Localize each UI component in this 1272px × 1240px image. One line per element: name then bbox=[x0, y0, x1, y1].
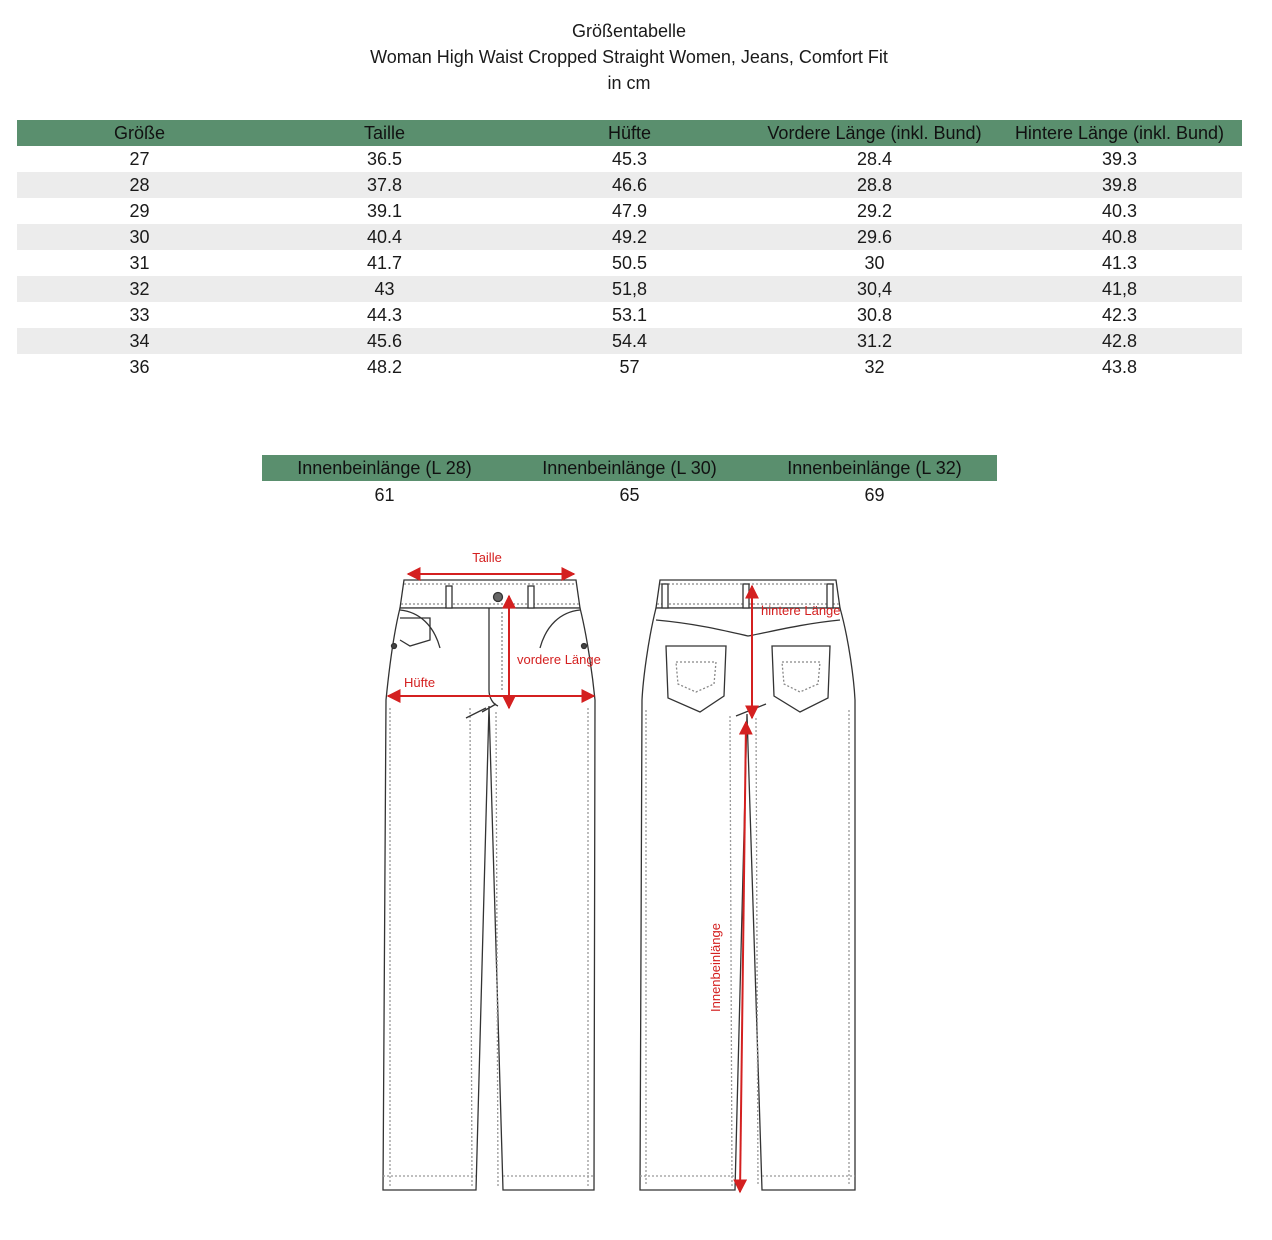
table-cell: 49.2 bbox=[507, 224, 752, 250]
table-cell: 65 bbox=[619, 485, 640, 505]
table-cell: 34 bbox=[17, 328, 262, 354]
column-header: Innenbeinlänge (L 28) bbox=[262, 455, 507, 481]
table-cell: 39.1 bbox=[366, 201, 403, 221]
table-cell: 44.3 bbox=[366, 305, 403, 325]
table-cell: 43.8 bbox=[1101, 357, 1138, 377]
table-row bbox=[17, 198, 1242, 224]
table-cell: 31.2 bbox=[752, 328, 997, 354]
table-cell: 30 bbox=[17, 224, 262, 250]
table-row bbox=[17, 354, 1242, 380]
hintere-laenge-label: hintere Länge bbox=[761, 603, 841, 618]
table-cell: 57 bbox=[619, 357, 640, 377]
table-cell: 32 bbox=[864, 357, 885, 377]
table-cell: 43 bbox=[262, 276, 507, 302]
table-cell: 69 bbox=[864, 485, 885, 505]
table-cell: 53.1 bbox=[611, 305, 648, 325]
column-header: Vordere Länge (inkl. Bund) bbox=[752, 120, 997, 146]
table-cell: 50.5 bbox=[611, 253, 648, 273]
taille-label: Taille bbox=[472, 550, 502, 565]
table-row bbox=[17, 250, 1242, 276]
jeans-back-drawing bbox=[640, 580, 855, 1190]
table-cell: 30.8 bbox=[856, 305, 893, 325]
table-cell: 51,8 bbox=[507, 276, 752, 302]
table-row bbox=[17, 146, 1242, 172]
jeans-front-drawing bbox=[383, 580, 595, 1190]
table-cell: 28.4 bbox=[856, 149, 893, 169]
column-header: Taille bbox=[262, 120, 507, 146]
vordere-laenge-label: vordere Länge bbox=[517, 652, 601, 667]
inseam-table bbox=[262, 455, 997, 509]
table-cell: 29 bbox=[129, 201, 150, 221]
table-cell: 29.2 bbox=[856, 201, 893, 221]
table-cell: 39.8 bbox=[997, 172, 1242, 198]
table-cell: 39.3 bbox=[1101, 149, 1138, 169]
table-cell: 48.2 bbox=[366, 357, 403, 377]
table-cell: 33 bbox=[129, 305, 150, 325]
table-cell: 36.5 bbox=[366, 149, 403, 169]
inseam-table-header bbox=[262, 455, 997, 481]
table-cell: 28 bbox=[17, 172, 262, 198]
table-cell: 61 bbox=[374, 485, 395, 505]
table-cell: 31 bbox=[129, 253, 150, 273]
page-title: Größentabelle bbox=[571, 21, 687, 41]
table-cell: 45.6 bbox=[262, 328, 507, 354]
column-header: Innenbeinlänge (L 30) bbox=[507, 455, 752, 481]
table-row bbox=[17, 224, 1242, 250]
table-cell: 28.8 bbox=[752, 172, 997, 198]
table-cell: 47.9 bbox=[611, 201, 648, 221]
unit-label: in cm bbox=[607, 73, 651, 93]
title-block bbox=[0, 18, 1258, 96]
size-table bbox=[17, 120, 1242, 380]
table-cell: 40.8 bbox=[997, 224, 1242, 250]
table-cell: 41,8 bbox=[997, 276, 1242, 302]
jeans-measurement-diagram bbox=[350, 540, 910, 1220]
size-table-header bbox=[17, 120, 1242, 146]
table-cell: 54.4 bbox=[507, 328, 752, 354]
table-row bbox=[262, 481, 997, 509]
table-cell: 42.3 bbox=[1101, 305, 1138, 325]
table-cell: 45.3 bbox=[611, 149, 648, 169]
innenbeinlaenge-label: Innenbeinlänge bbox=[708, 923, 723, 1012]
column-header: Hüfte bbox=[507, 120, 752, 146]
table-cell: 40.3 bbox=[1101, 201, 1138, 221]
table-cell: 36 bbox=[129, 357, 150, 377]
product-name: Woman High Waist Cropped Straight Women, Jeans, Comfort Fit bbox=[370, 47, 888, 67]
table-cell: 41.7 bbox=[366, 253, 403, 273]
column-header: Größe bbox=[17, 120, 262, 146]
table-cell: 37.8 bbox=[262, 172, 507, 198]
table-row bbox=[17, 276, 1242, 302]
table-cell: 30 bbox=[864, 253, 885, 273]
huefte-label: Hüfte bbox=[404, 675, 436, 690]
table-cell: 30,4 bbox=[752, 276, 997, 302]
table-cell: 32 bbox=[17, 276, 262, 302]
table-cell: 27 bbox=[129, 149, 150, 169]
table-row bbox=[17, 328, 1242, 354]
column-header: Innenbeinlänge (L 32) bbox=[752, 455, 997, 481]
column-header: Hintere Länge (inkl. Bund) bbox=[997, 120, 1242, 146]
table-cell: 42.8 bbox=[997, 328, 1242, 354]
table-row bbox=[17, 172, 1242, 198]
table-cell: 29.6 bbox=[752, 224, 997, 250]
table-row bbox=[17, 302, 1242, 328]
table-cell: 40.4 bbox=[262, 224, 507, 250]
table-cell: 46.6 bbox=[507, 172, 752, 198]
table-cell: 41.3 bbox=[1101, 253, 1138, 273]
